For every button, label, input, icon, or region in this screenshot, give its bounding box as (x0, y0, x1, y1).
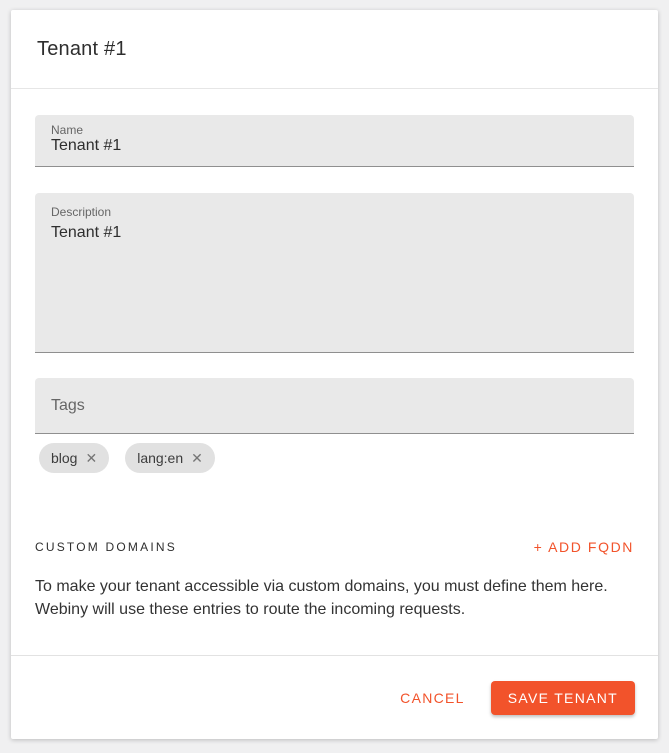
chip-remove-icon[interactable]: ✕ (191, 450, 203, 466)
name-field-label: Name (51, 123, 84, 137)
tags-field-label: Tags (51, 396, 85, 414)
tag-chip-label: lang:en (137, 450, 184, 466)
dialog-title: Tenant #1 (37, 37, 127, 60)
dialog-footer (11, 655, 658, 739)
tenant-dialog (11, 10, 658, 739)
custom-domains-header (35, 539, 634, 555)
tags-field[interactable] (35, 378, 634, 434)
tag-chip-blog[interactable] (39, 443, 109, 473)
name-input[interactable] (51, 137, 618, 155)
custom-domains-heading: CUSTOM DOMAINS (35, 540, 177, 554)
description-textarea[interactable] (51, 224, 618, 342)
tag-chip-lang-en[interactable] (125, 443, 215, 473)
tags-chip-list (35, 443, 634, 473)
custom-domains-description: To make your tenant accessible via custom domains, you must define them here. Webiny will use these entries to route the incoming requests. (35, 578, 608, 618)
name-field[interactable] (35, 115, 634, 167)
dialog-header (11, 10, 658, 89)
dialog-content (11, 89, 658, 655)
save-tenant-button[interactable]: SAVE TENANT (491, 681, 635, 715)
description-field-label: Description (51, 205, 112, 219)
description-field[interactable] (35, 193, 634, 353)
tag-chip-label: blog (51, 450, 78, 466)
cancel-button[interactable]: CANCEL (390, 682, 475, 714)
add-fqdn-button[interactable]: + ADD FQDN (533, 539, 634, 555)
chip-remove-icon[interactable]: ✕ (85, 450, 98, 466)
